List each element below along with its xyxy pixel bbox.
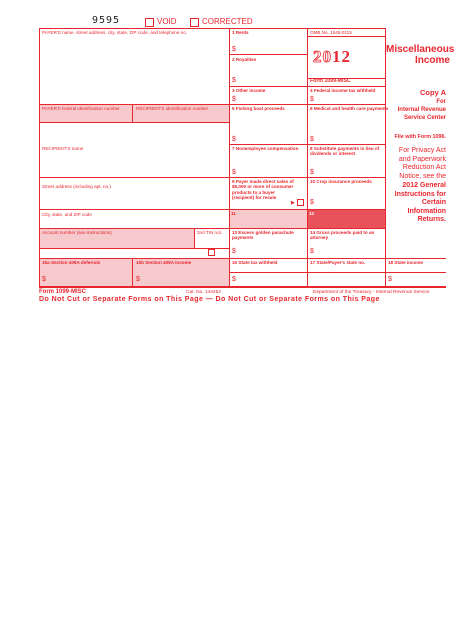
gen-line3: Certain — [421, 199, 446, 207]
gen-line1: 2012 General — [402, 182, 446, 189]
rule-city-bottom — [39, 228, 229, 229]
rule-col-box2 — [307, 86, 308, 286]
recipient-id-label: RECIPIENT'S identification number — [136, 106, 209, 111]
box-5-label: 5 Fishing boat proceeds — [232, 106, 285, 111]
rule-account-bottom — [39, 248, 229, 249]
rule-omb-bottom — [307, 36, 385, 37]
box-5-dollar: $ — [232, 136, 236, 143]
rule-row-15-right — [385, 258, 446, 259]
box-11-shade — [229, 209, 307, 228]
rule-row-11 — [229, 228, 385, 229]
for-label: For — [436, 99, 446, 105]
box-4-dollar: $ — [310, 96, 314, 103]
box-17-label: 17 State/Payer's state no. — [310, 260, 366, 265]
form-title-line1: Miscellaneous — [386, 44, 455, 55]
rule-col-15 — [132, 258, 133, 286]
rule-box1-bottom — [229, 54, 307, 55]
box-6-label: 6 Medical and health care payments — [310, 106, 389, 111]
tax-year-prefix: 20 — [313, 47, 332, 66]
form-title — [386, 44, 455, 66]
box-12-shade — [307, 209, 385, 228]
box-12-label: 12 — [309, 211, 315, 216]
second-tin-label: 2nd TIN not. — [197, 230, 223, 235]
privacy-line3: Reduction Act — [402, 164, 446, 172]
box-6-dollar: $ — [310, 136, 314, 143]
recipient-name-label: RECIPIENT'S name — [42, 146, 84, 151]
account-label: Account number (see instructions) — [42, 230, 112, 235]
box-10-dollar: $ — [310, 199, 314, 206]
payer-name-label: PAYER'S name, street address, city, state, ZIP code, and telephone no. — [42, 30, 188, 35]
box-13-label: 13 Excess golden parachute payments — [232, 230, 294, 241]
general-instructions — [386, 182, 446, 225]
omb-number: OMB No. 1545-0115 — [310, 30, 352, 35]
box-10-label: 10 Crop insurance proceeds — [310, 179, 372, 184]
rule-row-15 — [39, 258, 385, 259]
box-8-dollar: $ — [310, 169, 314, 176]
box-9-checkbox[interactable] — [297, 199, 304, 206]
box-16-dollar: $ — [232, 276, 236, 283]
box-2-label: 2 Royalties — [232, 57, 257, 62]
form-title-line2: Income — [414, 55, 450, 66]
footer-warning: Do Not Cut or Separate Forms on This Page — Do Not Cut or Separate Forms on This Page — [39, 296, 380, 303]
box-15a-dollar: $ — [42, 276, 46, 283]
rule-bottom-right — [385, 286, 446, 288]
box-18-label: 18 State income — [388, 260, 423, 265]
rule-row-5 — [229, 144, 385, 145]
file-with-label: File with Form 1096. — [394, 134, 446, 140]
tax-year — [313, 47, 351, 67]
box-7-label: 7 Nonemployee compensation — [232, 146, 299, 151]
box-8-label: 8 Substitute payments in lieu of dividends or interest — [310, 146, 380, 157]
form-code: 9595 — [92, 15, 121, 26]
payer-fed-id-label: PAYER'S federal identification number — [42, 106, 120, 111]
box-9-arrow-icon: ▶ — [291, 200, 295, 206]
box-3-dollar: $ — [232, 96, 236, 103]
corrected-label: CORRECTED — [202, 17, 253, 26]
box-13-dollar: $ — [232, 248, 236, 255]
box-9-label: 9 Payer made direct sales of $5,000 or more of consumer products to a buyer (recipient) for resale — [232, 179, 294, 201]
void-label: VOID — [157, 17, 177, 26]
box-7-dollar: $ — [232, 169, 236, 176]
gen-line2: Instructions for — [394, 190, 446, 198]
rule-col-payer — [229, 28, 230, 286]
footer-form: Form 1099-MISC — [39, 289, 87, 295]
box-4-label: 4 Federal income tax withheld — [310, 88, 376, 93]
box-3-label: 3 Other income — [232, 88, 266, 93]
rule-row-9 — [229, 209, 385, 210]
rule-top — [39, 28, 385, 29]
box-14-label: 14 Gross proceeds paid to an attorney — [310, 230, 375, 241]
privacy-line1: For Privacy Act — [398, 147, 446, 154]
corrected-checkbox[interactable] — [190, 18, 199, 27]
box-1-label: 1 Rents — [232, 30, 249, 35]
irs-line2: Service Center — [403, 115, 446, 121]
gen-line4: Information — [407, 207, 446, 215]
rule-col-tin — [194, 228, 195, 248]
rule-row-3 — [229, 104, 385, 105]
street-label: Street address (including apt. no.) — [42, 184, 111, 189]
tax-year-suffix: 12 — [332, 47, 351, 66]
box-11-label: 11 — [231, 211, 236, 216]
copy-label: Copy A — [420, 88, 446, 97]
rule-col-recipient — [132, 104, 133, 122]
privacy-notice — [386, 147, 446, 181]
gen-line5: Returns. — [417, 216, 446, 224]
box-15b-label: 15b Section 409A income — [136, 260, 192, 265]
box-16-label: 16 State tax withheld — [232, 260, 278, 265]
form-name: Form 1099-MISC — [310, 78, 351, 84]
rule-year-bottom — [229, 86, 385, 87]
irs-line1: Internal Revenue — [397, 107, 446, 113]
box-14-dollar: $ — [310, 248, 314, 255]
second-tin-checkbox[interactable] — [208, 249, 215, 256]
rule-payer-bottom — [39, 104, 229, 105]
privacy-line2: and Paperwork — [398, 155, 446, 163]
footer-cat: Cat. No. 14425J — [186, 290, 221, 295]
rule-fedid-bottom — [39, 122, 229, 123]
box-18-dollar: $ — [388, 276, 392, 283]
rule-street-bottom — [39, 209, 229, 210]
void-checkbox[interactable] — [145, 18, 154, 27]
rule-bottom — [39, 286, 385, 288]
rule-col-18 — [385, 258, 386, 286]
privacy-line4: Notice, see the — [399, 172, 446, 180]
rule-recname-bottom — [39, 177, 229, 178]
box-1-dollar: $ — [232, 46, 236, 53]
rule-row-7 — [229, 177, 385, 178]
footer-dept: Department of the Treasury - Internal Revenue Service — [313, 290, 430, 295]
box-15b-dollar: $ — [136, 276, 140, 283]
box-2-dollar: $ — [232, 77, 236, 84]
city-label: City, state, and ZIP code — [42, 212, 92, 217]
rule-row-16-mid — [229, 272, 446, 273]
box-15a-label: 15a Section 409A deferrals — [42, 260, 101, 265]
